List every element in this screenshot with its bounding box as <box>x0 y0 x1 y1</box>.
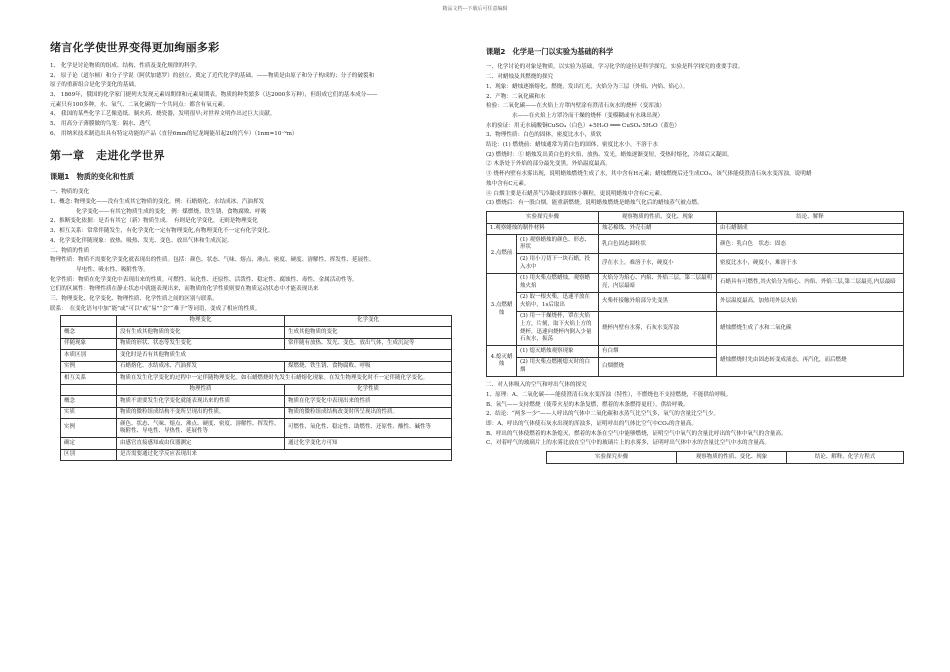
section1-line: 一、物质的变化 <box>50 189 90 196</box>
section2-line: 二、对蜡烛及其燃烧的探究 <box>486 74 554 81</box>
section1-title: 课题1 物质的变化和性质 <box>50 171 135 181</box>
table-cell: 实质 <box>61 407 117 418</box>
section1-line: 化学变化——有其它物质生成的变化 例：煤燃烧、铁生锈、食物腐败、呼吸 <box>76 208 267 215</box>
left-column <box>50 40 460 461</box>
table-row <box>61 361 452 372</box>
table-cell: 实例 <box>61 361 117 372</box>
table-cell: 通过化学变化方可知 <box>285 438 452 449</box>
table-cell: 4.熄灭蜡烛 <box>487 346 517 377</box>
breath-lines <box>486 381 904 447</box>
table-cell: 实例 <box>61 419 117 438</box>
table-row <box>487 346 904 357</box>
section2-line: (3) 燃烧后：有一股白烟，能重新燃烧。说明蜡烛燃烧是蜡烛气化后的蜡烛蒸气被点燃。 <box>486 200 703 207</box>
change-comparison-table <box>60 315 452 461</box>
intro-line: 4、 我国的某些化学工艺像造纸、制火药、烧瓷器，发明很早;对世界文明作出过巨大贡献。 <box>50 111 276 118</box>
breath-line: B、呼出的气体使燃着的木条熄灭，燃着的木条在空气中能够燃烧，证明空气中氧气的含量比呼出的气体中氧气的含量高。 <box>486 430 787 437</box>
section1-line: 2、推断变化依据：是否有其它（新）物质生成。 有则是化学变化，无则是物理变化 <box>50 218 258 225</box>
table-cell: 区别 <box>61 449 117 460</box>
header-note: 精品文档---下载后可任意编辑 <box>442 6 508 12</box>
table-cell: 石蜡熔化、水结成冰、汽油挥发 <box>117 361 285 372</box>
section2-line: 2、产物：二氧化碳和水 <box>486 93 546 100</box>
table-row <box>61 327 452 338</box>
table-header-cell: 观察物质的性质、变化、现象 <box>599 212 717 223</box>
table-cell: 物质的微粒组成结构不变所呈现出的性质。 <box>117 407 285 418</box>
table-cell: 概念 <box>61 396 117 407</box>
table-cell: 变化时是否有其他物质生成 <box>117 350 452 361</box>
intro-line: 5、 用高分子薄膜做的鸟笼：隔水、透气 <box>50 121 151 128</box>
table-cell: 白烟燃烧 <box>599 357 717 376</box>
section1-line: 4、化学变化伴随现象：放热、吸热、发光、变色、放出气体和生成沉淀。 <box>50 237 233 244</box>
intro-line: 1、 化学是讨论物质的组成、结构、性质及变化规律的科学。 <box>50 62 201 69</box>
table-cell: 乳白色固态圆柱状 <box>599 235 717 254</box>
table-row <box>61 338 452 349</box>
table-cell: 烛芯棉线、外壳石蜡 <box>599 223 717 234</box>
intro-line: 6、 用纳米技术制造出具有特定功能的产品（直径6mm的尼龙绳能吊起2t的汽车）（1nm=10⁻⁹m） <box>50 130 298 137</box>
table-cell: 煤燃烧、铁生锈、食物腐败、呼吸 <box>285 361 452 372</box>
table-cell: (1) 观察蜡烛的颜色、形态、形状 <box>517 235 599 254</box>
table-row <box>61 407 452 418</box>
table-row <box>487 254 904 273</box>
table-cell: 物质的微粒组成结构改变时所呈现出的性质。 <box>285 407 452 418</box>
table-header-cell: 物理变化 <box>117 315 285 326</box>
table-row <box>61 438 452 449</box>
section2-line: ③ 烧杯内壁有水雾出现，说明蜡烛燃烧生成了水，其中含有H元素；蜡烛燃烧后还生成CO₂，该气体能使澄清石灰水变浑浊，说明蜡 <box>486 171 812 178</box>
table-row <box>487 273 904 292</box>
table-cell: (3) 用一干燥烧杯，罩在火焰上方，片刻，取下火焰上方的烧杯，迅速向烧杯内倒入少量石灰水，振荡 <box>517 311 599 346</box>
table-header-cell <box>61 315 117 326</box>
table-cell: 蜡烛燃烧时先由固态转变成液态，再汽化，而后燃烧 <box>717 346 904 377</box>
table-cell: 物质在发生化学变化的过程中一定伴随物理变化。如石蜡燃烧时先发生石蜡熔化现象。在发生物理变化时不一定伴随化学变化。 <box>117 373 452 384</box>
table-cell: 浮在水上，难溶于水，硬度小 <box>599 254 717 273</box>
table-header-cell <box>61 384 117 395</box>
table-cell: 1.观察蜡烛的制作材料 <box>487 223 599 234</box>
table-cell: 本质区别 <box>61 350 117 361</box>
breath-line: B、氧气——支持燃烧（使带火星的木条复燃，燃着的木条燃得更旺），供给呼吸。 <box>486 401 689 408</box>
intro-lines <box>50 62 460 138</box>
table-row <box>61 350 452 361</box>
table-cell: 没有生成其他物质的变化 <box>117 327 285 338</box>
table-cell: (2) 用小刀切下一块石蜡，投入水中 <box>517 254 599 273</box>
table-header-cell: 实验探究步骤 <box>547 452 677 463</box>
section2-line: 检验：二氧化碳——在火焰上方罩内壁涂有澄清石灰水的烧杯（变浑浊） <box>486 103 666 110</box>
table-header-row <box>61 315 452 326</box>
section1-line: 导电性、吸水性、吸附性等。 <box>76 266 149 273</box>
section1-line: 物理性质：物质不需要化学变化就表现出的性质。包括：颜色、状态、气味、熔点、沸点、密度、硬度、溶解性、挥发性、延展性、 <box>50 257 375 264</box>
section1-line: 1、概念: 物理变化——没有生成其它物质的变化。例：石蜡熔化、水结成冰、汽油挥发 <box>50 199 265 206</box>
table-cell: 由感官直接感知或由仪器测定 <box>117 438 285 449</box>
table-cell: 火焰分为焰心、内焰、外焰三层，第二层最明亮，内层最暗 <box>599 273 717 292</box>
table-row <box>61 396 452 407</box>
section2-line: 1、现象：蜡烛逐渐熔化，燃烧，发出红光，火焰分为三层（外焰、内焰、焰心）。 <box>486 83 689 90</box>
table-header-cell: 观察物质的性质、变化、现象 <box>677 452 787 463</box>
section2-lines <box>486 63 904 207</box>
table-cell: (1) 用火柴点燃蜡烛，观察蜡烛火焰 <box>517 273 599 292</box>
table-cell: (2) 用火柴点燃刚熄灭时的白烟 <box>517 357 599 376</box>
table-cell: 烧杯内壁有水雾，石灰水变浑浊 <box>599 311 717 346</box>
section1-line: 它们的区属性：物理性质在静止状态中就能表现出来，而物质的化学性质则要在物质运动状态中才能表现出来 <box>50 286 319 293</box>
table-cell: 物质在化学变化中表现出来的性质 <box>285 396 452 407</box>
table-cell: 外层温度最高，加热用外层火焰 <box>717 292 904 311</box>
table-header-cell: 物理性质 <box>117 384 285 395</box>
intro-line: 2、 原子论（道尔顿）和分子学说（阿伏加德罗）的创立，奠定了近代化学的基础。——物质是由原子和分子构成的；分子的破裂和 <box>50 72 375 79</box>
section2-line: 一、化学讨论的对象是物质，以实验为基础，学习化学的途径是科学探究，实验是科学探究的重要手段。 <box>486 64 744 71</box>
section2-line: (2) 燃烧时：① 蜡烛发出黄白色的火焰，放热、发光，蜡烛逐渐变短，受热时熔化，冷却后又凝固。 <box>486 151 733 158</box>
section2-title: 课题2 化学是一门以实验为基础的科学 <box>486 47 614 56</box>
section2-line: 水的验证：用无水硫酸铜CuSO₄（白色）+5H₂O ═══ CuSO₄·5H₂O（蓝色） <box>486 122 681 129</box>
table-cell: 3.点燃蜡烛 <box>487 273 517 346</box>
section2-line: ② 木条处于外焰的部分最先变黑，外焰温度最高。 <box>486 161 611 168</box>
table-cell: 相互关系 <box>61 373 117 384</box>
chapter-title: 第一章 走进化学世界 <box>50 148 165 162</box>
table-header-cell: 化学性质 <box>285 384 452 395</box>
breath-experiment-table <box>546 451 904 463</box>
breath-line: 2、结论：“两多一少”——人呼出的气体中二氧化碳和水蒸气比空气多，氧气的含量比空气少。 <box>486 411 720 418</box>
table-cell: 物质不需要发生化学变化就能表现出来的性质 <box>117 396 285 407</box>
table-cell: 确定 <box>61 438 117 449</box>
candle-experiment-table <box>486 211 904 377</box>
table-header-row <box>61 384 452 395</box>
table-cell: 颜色：乳白色 状态：固态 <box>717 235 904 254</box>
section1-line: 三、物理变化、化学变化、物理性质、化学性质之间的区别与联系。 <box>50 296 218 303</box>
table-row <box>487 311 904 346</box>
table-cell: 2.点燃前 <box>487 235 517 273</box>
table-cell: (1) 熄灭蜡烛观察现象 <box>517 346 599 357</box>
section1-line: 3、相互关系：常常伴随发生，有化学变化一定有物理变化,有物理变化不一定有化学变化。 <box>50 228 274 235</box>
table-row <box>487 235 904 254</box>
intro-title: 绪言化学使世界变得更加绚丽多彩 <box>50 41 220 54</box>
table-row <box>487 223 904 234</box>
table-row <box>61 449 452 460</box>
table-cell: 有白烟 <box>599 346 717 357</box>
table-header-cell: 结论、解释、化学方程式 <box>787 452 904 463</box>
intro-line: 原子的重新组合是化学变化的基础。 <box>50 82 140 89</box>
table-cell: 密度比水小，硬度小，难溶于水 <box>717 254 904 273</box>
table-header-cell: 实验探究步骤 <box>487 212 599 223</box>
table-cell: 可燃性、氧化性、稳定性、助燃性、还原性、酸性、碱性等 <box>285 419 452 438</box>
table-cell: 伴随现象 <box>61 338 117 349</box>
section2-line: ④ 白烟主要是石蜡蒸气冷凝成的固体小颗粒，更说明蜡烛中含有C元素。 <box>486 190 666 197</box>
section1-lines <box>50 188 460 313</box>
table-cell: 是否需要通过化学反应表现出来 <box>117 449 452 460</box>
table-header-cell: 化学变化 <box>285 315 452 326</box>
breath-line: 1、原理：A、二氧化碳——能使澄清石灰水变浑浊（特性），不燃烧也不支持燃烧，不能供给呼吸。 <box>486 391 732 398</box>
section1-line: 化学性质：物质在化学变化中表现出来的性质。可燃性、氧化性、还原性、活泼性、稳定性、腐蚀性、毒性、金属活动性等。 <box>50 276 358 283</box>
table-row <box>61 419 452 438</box>
breath-line: 二、对人体吸入的空气和呼出气体的探究 <box>486 382 587 389</box>
table-header-row <box>487 212 904 223</box>
breath-line: C、对着呼气的玻璃片上的水雾比放在空气中的玻璃片上的水雾多，证明呼出气体中水的含量比空气中水的含量高。 <box>486 440 770 447</box>
section2-line: 3、物理性质：白色的固体，密度比水小，质软 <box>486 132 602 139</box>
table-cell: 概念 <box>61 327 117 338</box>
table-cell: 生成其他物质的变化 <box>285 327 452 338</box>
intro-line: 元素只有100多种。水、氧气、二氧化碳的一个共同点：都含有氧元素。 <box>50 101 229 108</box>
section2-line: 烛中含有C元素。 <box>486 180 530 187</box>
intro-line: 3、 1869年，俄国的化学家门捷列夫发现元素周期律和元素周期表。物质的种类繁多（达2000多万种），但组成它们的基本成分—— <box>50 92 378 99</box>
table-row <box>61 373 452 384</box>
table-row <box>487 292 904 311</box>
table-cell: 火柴杆接触外焰部分先变黑 <box>599 292 717 311</box>
section2-line: 水——在火焰上方罩冷而干燥的烧杯（变模糊或有水珠出现） <box>512 112 664 119</box>
right-column <box>486 44 904 464</box>
table-cell: (2) 取一根火柴，迅速平放在火焰中，1s后取出 <box>517 292 599 311</box>
section1-line: 二、物质的性质 <box>50 247 90 254</box>
table-cell: 蜡烛燃烧生成了水和二氧化碳 <box>717 311 904 346</box>
table-cell: 常伴随有放热、发光、变色，放出气体，生成沉淀等 <box>285 338 452 349</box>
section1-line: 联系： 在变化语句中加“能”或“可以”或“易”“会”“难于”等词语，变成了相应的性质。 <box>50 305 261 312</box>
table-cell: 由石蜡制成 <box>717 223 904 234</box>
breath-line: 即：A、呼出的气体使石灰水出现的浑浊多，证明呼出的气体比空气中CO₂的含量高。 <box>486 420 697 427</box>
table-cell: 石蜡具有可燃性,其火焰分为焰心、内焰、外焰三层,第二层最亮,内层最暗 <box>717 273 904 292</box>
section2-line: 结论：(1) 燃烧前：蜡烛通常为黄白色的固体，密度比水小，不溶于水 <box>486 142 658 149</box>
table-cell: 物质的形状、状态等发生变化 <box>117 338 285 349</box>
table-header-cell: 结论、解释 <box>717 212 904 223</box>
table-cell: 颜色、状态、气味、熔点、沸点、硬度、密度、溶解性、挥发性、吸附性、导电性、导热性、延展性等 <box>117 419 285 438</box>
table-header-row <box>547 452 904 463</box>
